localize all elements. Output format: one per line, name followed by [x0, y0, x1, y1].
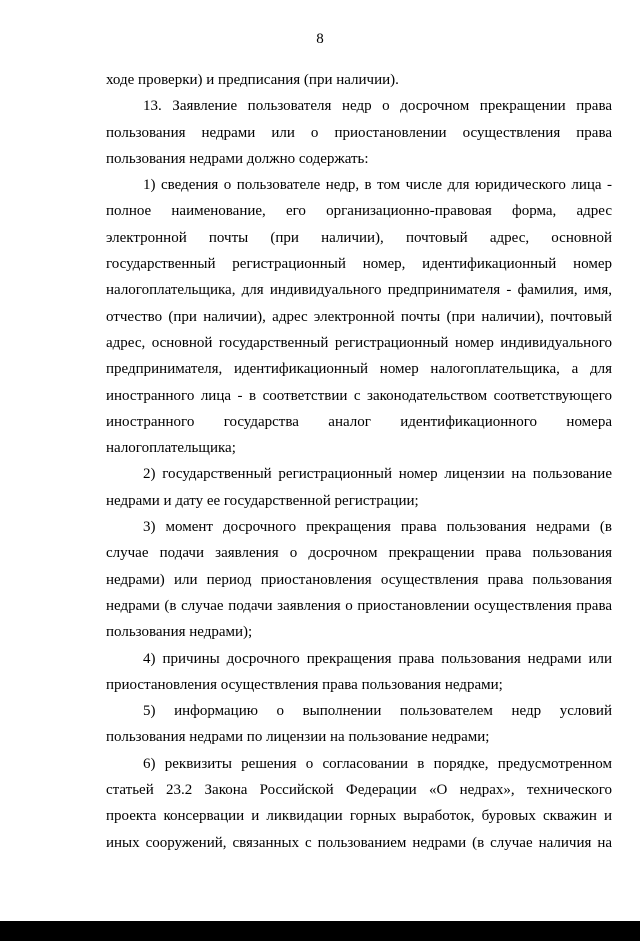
- document-body: [106, 67, 612, 856]
- text-line: 2) государственный регистрационный номер лицензии на пользование: [143, 466, 612, 483]
- text-line: 6) реквизиты решения о согласовании в порядке, предусмотренном: [143, 755, 612, 772]
- text-line: ходе проверки) и предписания (при наличии).: [106, 72, 399, 88]
- text-line: государственный регистрационный номер, идентификационный номер: [106, 256, 612, 273]
- text-line: отчество (при наличии), адрес электронной почты (при наличии), почтовый: [106, 308, 612, 325]
- text-line: 5) информацию о выполнении пользователем недр условий: [143, 703, 612, 720]
- text-line: недрами) или период приостановления осуществления права пользования: [106, 571, 612, 588]
- text-line: пользования недрами по лицензии на пользование недрами;: [106, 729, 490, 746]
- text-line: приостановления осуществления права пользования недрами;: [106, 676, 503, 693]
- text-line: 1) сведения о пользователе недр, в том числе для юридического лица -: [143, 177, 612, 194]
- text-line: иностранного лица - в соответствии с законодательством соответствующего: [106, 387, 612, 404]
- text-line: пользования недрами);: [106, 624, 253, 641]
- text-line: налогоплательщика, для индивидуального предпринимателя - фамилия, имя,: [106, 282, 612, 299]
- scan-edge-band: [0, 921, 640, 941]
- text-line: иностранного государства аналог идентификационного номера: [106, 413, 612, 430]
- text-line: случае подачи заявления о досрочном прекращении права пользования: [106, 545, 612, 562]
- text-line: иных сооружений, связанных с пользованием недрами (в случае наличия на: [106, 834, 612, 851]
- text-line: электронной почты (при наличии), почтовый адрес, основной: [106, 229, 612, 246]
- page-number: 8: [316, 31, 324, 47]
- text-line: проекта консервации и ликвидации горных выработок, буровых скважин и: [106, 808, 612, 825]
- text-line: недрами и дату ее государственной регистрации;: [106, 492, 419, 509]
- text-line: налогоплательщика;: [106, 440, 236, 457]
- text-line: 4) причины досрочного прекращения права пользования недрами или: [143, 650, 612, 667]
- text-line: 3) момент досрочного прекращения права пользования недрами (в: [143, 519, 612, 536]
- text-line: пользования недрами или о приостановлении осуществления права: [106, 124, 612, 141]
- text-line: недрами (в случае подачи заявления о приостановлении осуществления права: [106, 597, 612, 614]
- text-line: предпринимателя, идентификационный номер налогоплательщика, а для: [106, 361, 612, 378]
- text-line: адрес, основной государственный регистрационный номер индивидуального: [106, 334, 612, 351]
- text-line: 13. Заявление пользователя недр о досрочном прекращении права: [143, 98, 612, 115]
- text-line: полное наименование, его организационно-правовая форма, адрес: [106, 203, 612, 220]
- text-line: пользования недрами должно содержать:: [106, 150, 369, 167]
- text-line: статьей 23.2 Закона Российской Федерации «О недрах», технического: [106, 782, 612, 799]
